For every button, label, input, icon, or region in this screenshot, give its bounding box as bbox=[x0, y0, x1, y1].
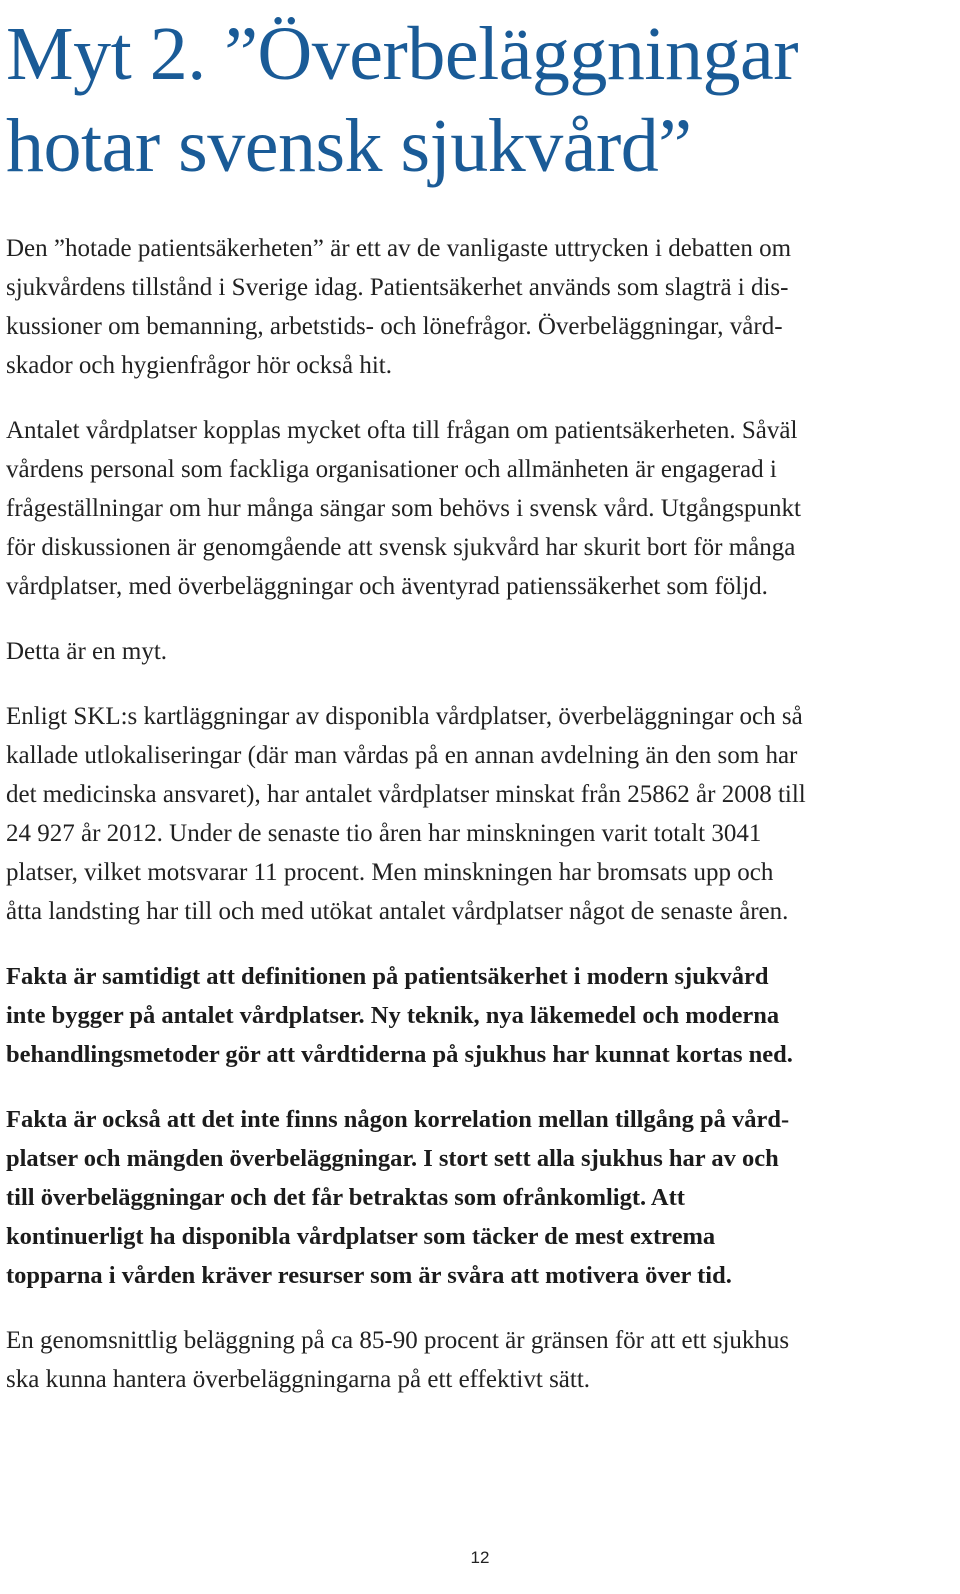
text-line: frågeställningar om hur många sängar som behövs i svensk vård. Utgångspunkt bbox=[6, 495, 801, 522]
text-line: topparna i vården kräver resurser som är svåra att motivera över tid. bbox=[6, 1262, 732, 1289]
paragraph-fakta-definition bbox=[6, 957, 951, 1074]
text-line: för diskussionen är genomgående att svensk sjukvård har skurit bort för många bbox=[6, 534, 796, 561]
text-line: Enligt SKL:s kartläggningar av disponibla vårdplatser, överbeläggningar och så bbox=[6, 703, 803, 730]
text-line: 24 927 år 2012. Under de senaste tio åren har minskningen varit totalt 3041 bbox=[6, 820, 762, 847]
text-line: En genomsnittlig beläggning på ca 85-90 procent är gränsen för att ett sjukhus bbox=[6, 1327, 790, 1354]
text-line: vårdplatser, med överbeläggningar och äventyrad patienssäkerhet som följd. bbox=[6, 573, 768, 600]
title-line: Myt 2. ”Överbeläggningar bbox=[6, 12, 799, 96]
paragraph-skl bbox=[6, 697, 951, 931]
title-line: hotar svensk sjukvård” bbox=[6, 104, 692, 188]
text-line: platser, vilket motsvarar 11 procent. Men minskningen har bromsats upp och bbox=[6, 859, 774, 886]
document-body bbox=[6, 229, 951, 1425]
page-number: 12 bbox=[470, 1548, 490, 1567]
text-line: Detta är en myt. bbox=[6, 638, 168, 665]
document-page bbox=[6, 0, 951, 192]
text-line: Den ”hotade patientsäkerheten” är ett av de vanligaste uttrycken i debatten om bbox=[6, 235, 792, 262]
page-title bbox=[6, 8, 951, 192]
text-line: ska kunna hantera överbeläggningarna på ett effektivt sätt. bbox=[6, 1366, 591, 1393]
text-line: vårdens personal som fackliga organisationer och allmänheten är engagerad i bbox=[6, 456, 777, 483]
text-line: sjukvårdens tillstånd i Sverige idag. Patientsäkerhet används som slagträ i dis- bbox=[6, 274, 789, 301]
text-line: skador och hygienfrågor hör också hit. bbox=[6, 352, 392, 379]
text-line: platser och mängden överbeläggningar. I stort sett alla sjukhus har av och bbox=[6, 1145, 779, 1172]
text-line: Antalet vårdplatser kopplas mycket ofta till frågan om patientsäkerheten. Såväl bbox=[6, 417, 798, 444]
text-line: kallade utlokaliseringar (där man vårdas på en annan avdelning än den som har bbox=[6, 742, 798, 769]
text-line: kontinuerligt ha disponibla vårdplatser som täcker de mest extrema bbox=[6, 1223, 716, 1250]
paragraph-myth-statement bbox=[6, 632, 951, 671]
text-line: åtta landsting har till och med utökat antalet vårdplatser något de senaste åren. bbox=[6, 898, 789, 925]
paragraph-fakta-korrelation bbox=[6, 1100, 951, 1295]
text-line: Fakta är samtidigt att definitionen på patientsäkerhet i modern sjukvård bbox=[6, 963, 769, 990]
text-line: behandlingsmetoder gör att vårdtiderna på sjukhus har kunnat kortas ned. bbox=[6, 1041, 793, 1068]
text-line: till överbeläggningar och det får betraktas som ofrånkomligt. Att bbox=[6, 1184, 685, 1211]
text-line: kussioner om bemanning, arbetstids- och lönefrågor. Överbeläggningar, vård- bbox=[6, 313, 783, 340]
paragraph-intro bbox=[6, 229, 951, 385]
paragraph-vardplatser bbox=[6, 411, 951, 606]
text-line: Fakta är också att det inte finns någon korrelation mellan tillgång på vård- bbox=[6, 1106, 790, 1133]
paragraph-belaggning bbox=[6, 1321, 951, 1399]
text-line: inte bygger på antalet vårdplatser. Ny teknik, nya läkemedel och moderna bbox=[6, 1002, 780, 1029]
text-line: det medicinska ansvaret), har antalet vårdplatser minskat från 25862 år 2008 till bbox=[6, 781, 806, 808]
